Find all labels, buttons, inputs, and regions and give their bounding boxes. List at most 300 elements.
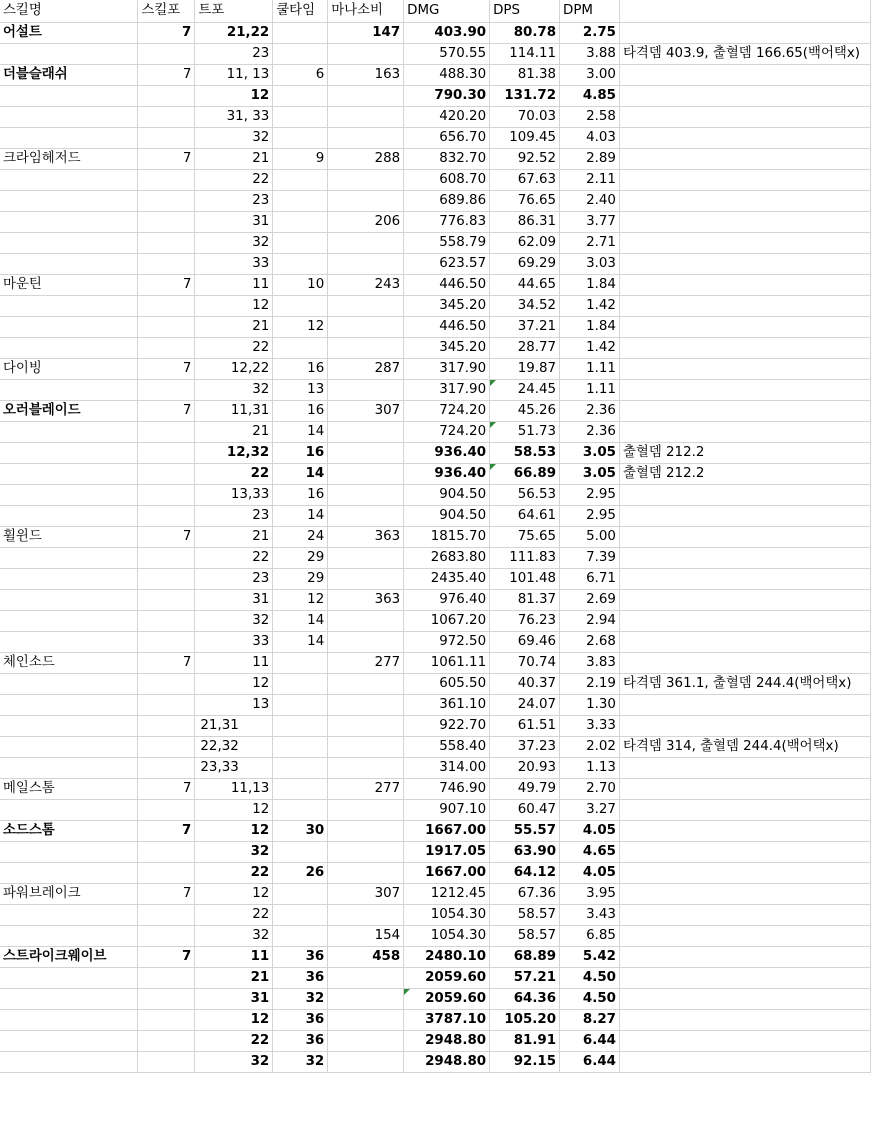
cell-skill-point[interactable] [138,295,195,316]
cell-dpm[interactable]: 2.89 [560,148,620,169]
cell-dmg[interactable]: 936.40 [404,463,490,484]
cell-dps[interactable]: 64.61 [490,505,560,526]
cell-dpm[interactable]: 6.85 [560,925,620,946]
cell-dps[interactable]: 86.31 [490,211,560,232]
cell-mana-cost[interactable]: 458 [328,946,404,967]
cell-tripod[interactable]: 31 [195,589,273,610]
cell-skill-point[interactable] [138,190,195,211]
cell-dpm[interactable]: 1.42 [560,337,620,358]
cell-dps[interactable]: 105.20 [490,1009,560,1030]
cell-skill-point[interactable]: 7 [138,148,195,169]
cell-dmg[interactable]: 1061.11 [404,652,490,673]
cell-dpm[interactable]: 4.05 [560,820,620,841]
cell-note[interactable] [619,1030,870,1051]
cell-dpm[interactable]: 2.36 [560,421,620,442]
cell-dpm[interactable]: 4.65 [560,841,620,862]
cell-note[interactable] [619,799,870,820]
cell-cooldown[interactable] [273,85,328,106]
cell-dpm[interactable]: 2.68 [560,631,620,652]
cell-cooldown[interactable]: 32 [273,1051,328,1072]
cell-dps[interactable]: 81.91 [490,1030,560,1051]
cell-dps[interactable]: 20.93 [490,757,560,778]
cell-dmg[interactable]: 724.20 [404,421,490,442]
cell-mana-cost[interactable] [328,421,404,442]
cell-tripod[interactable]: 22 [195,337,273,358]
cell-skill-name[interactable] [0,106,138,127]
cell-skill-name[interactable] [0,169,138,190]
header-cell-skill-point[interactable]: 스킬포 [138,0,195,22]
cell-dmg[interactable]: 904.50 [404,505,490,526]
cell-mana-cost[interactable] [328,757,404,778]
cell-dmg[interactable]: 2948.80 [404,1030,490,1051]
cell-skill-name[interactable] [0,694,138,715]
cell-mana-cost[interactable] [328,1051,404,1072]
cell-dpm[interactable]: 1.11 [560,379,620,400]
cell-dps[interactable]: 40.37 [490,673,560,694]
cell-note[interactable] [619,64,870,85]
cell-dps[interactable]: 58.57 [490,904,560,925]
cell-dpm[interactable]: 2.11 [560,169,620,190]
cell-skill-name[interactable] [0,463,138,484]
cell-skill-point[interactable] [138,127,195,148]
cell-tripod[interactable]: 22 [195,904,273,925]
cell-dps[interactable]: 101.48 [490,568,560,589]
cell-cooldown[interactable]: 14 [273,421,328,442]
cell-dmg[interactable]: 976.40 [404,589,490,610]
cell-note[interactable] [619,820,870,841]
cell-dps[interactable]: 67.63 [490,169,560,190]
cell-dps[interactable]: 81.38 [490,64,560,85]
cell-note[interactable]: 출혈뎀 212.2 [619,442,870,463]
cell-dpm[interactable]: 6.44 [560,1051,620,1072]
cell-dmg[interactable]: 558.40 [404,736,490,757]
cell-dmg[interactable]: 345.20 [404,337,490,358]
cell-note[interactable] [619,589,870,610]
cell-dpm[interactable]: 2.19 [560,673,620,694]
cell-skill-name[interactable] [0,442,138,463]
cell-mana-cost[interactable] [328,631,404,652]
cell-note[interactable] [619,190,870,211]
cell-skill-point[interactable]: 7 [138,22,195,43]
cell-dmg[interactable]: 605.50 [404,673,490,694]
cell-note[interactable] [619,568,870,589]
cell-skill-name[interactable] [0,589,138,610]
cell-skill-point[interactable]: 7 [138,400,195,421]
cell-cooldown[interactable]: 14 [273,505,328,526]
cell-dmg[interactable]: 317.90 [404,379,490,400]
cell-skill-name[interactable] [0,421,138,442]
cell-note[interactable]: 타격뎀 314, 출혈뎀 244.4(백어택x) [619,736,870,757]
cell-dpm[interactable]: 7.39 [560,547,620,568]
cell-skill-point[interactable] [138,337,195,358]
cell-dpm[interactable]: 8.27 [560,1009,620,1030]
cell-note[interactable] [619,400,870,421]
cell-skill-point[interactable] [138,589,195,610]
cell-mana-cost[interactable] [328,862,404,883]
cell-skill-point[interactable] [138,316,195,337]
cell-tripod[interactable]: 12 [195,295,273,316]
cell-dmg[interactable]: 904.50 [404,484,490,505]
cell-dps[interactable]: 51.73 [490,421,560,442]
cell-dmg[interactable]: 1067.20 [404,610,490,631]
cell-mana-cost[interactable] [328,673,404,694]
cell-cooldown[interactable]: 14 [273,610,328,631]
cell-dps[interactable]: 75.65 [490,526,560,547]
cell-dmg[interactable]: 936.40 [404,442,490,463]
cell-skill-point[interactable] [138,232,195,253]
cell-dpm[interactable]: 3.95 [560,883,620,904]
cell-mana-cost[interactable]: 163 [328,64,404,85]
cell-dps[interactable]: 131.72 [490,85,560,106]
cell-dmg[interactable]: 2435.40 [404,568,490,589]
cell-dpm[interactable]: 2.40 [560,190,620,211]
cell-dpm[interactable]: 4.03 [560,127,620,148]
cell-note[interactable] [619,694,870,715]
cell-mana-cost[interactable] [328,610,404,631]
cell-mana-cost[interactable]: 288 [328,148,404,169]
cell-dpm[interactable]: 2.36 [560,400,620,421]
cell-skill-name[interactable] [0,1051,138,1072]
cell-skill-name[interactable]: 휠윈드 [0,526,138,547]
cell-dmg[interactable]: 317.90 [404,358,490,379]
cell-skill-point[interactable]: 7 [138,652,195,673]
cell-skill-point[interactable]: 7 [138,274,195,295]
cell-mana-cost[interactable] [328,736,404,757]
cell-dmg[interactable]: 1917.05 [404,841,490,862]
cell-skill-name[interactable] [0,43,138,64]
cell-note[interactable] [619,715,870,736]
cell-skill-point[interactable] [138,757,239,778]
cell-tripod[interactable]: 12 [195,85,273,106]
cell-skill-name[interactable] [0,967,138,988]
cell-skill-point[interactable] [138,421,195,442]
cell-dmg[interactable]: 656.70 [404,127,490,148]
cell-dmg[interactable]: 314.00 [404,757,490,778]
cell-skill-name[interactable] [0,85,138,106]
cell-dps[interactable]: 92.52 [490,148,560,169]
cell-skill-point[interactable] [138,43,195,64]
cell-cooldown[interactable]: 26 [273,862,328,883]
cell-tripod[interactable]: 22 [195,463,273,484]
cell-skill-point[interactable]: 7 [138,778,195,799]
cell-tripod[interactable]: 12 [195,820,273,841]
cell-note[interactable] [619,652,870,673]
cell-skill-name[interactable] [0,232,138,253]
cell-tripod[interactable]: 21 [195,421,273,442]
cell-dps[interactable]: 44.65 [490,274,560,295]
cell-skill-name[interactable] [0,736,138,757]
cell-mana-cost[interactable] [328,505,404,526]
cell-mana-cost[interactable] [328,43,404,64]
cell-cooldown[interactable] [273,127,328,148]
cell-skill-point[interactable]: 7 [138,946,195,967]
cell-mana-cost[interactable] [328,337,404,358]
cell-cooldown[interactable] [273,106,328,127]
cell-tripod[interactable]: 23 [195,190,273,211]
cell-tripod[interactable]: 12,22 [195,358,273,379]
cell-mana-cost[interactable]: 243 [328,274,404,295]
cell-tripod[interactable]: 22 [195,862,273,883]
cell-dps[interactable]: 62.09 [490,232,560,253]
cell-tripod[interactable]: 32 [195,610,273,631]
cell-skill-name[interactable] [0,190,138,211]
header-cell-skill-name[interactable]: 스킬명 [0,0,138,22]
cell-dpm[interactable]: 4.50 [560,967,620,988]
cell-dmg[interactable]: 2059.60 [404,988,490,1009]
cell-skill-point[interactable]: 7 [138,883,195,904]
cell-mana-cost[interactable] [328,106,404,127]
cell-dps[interactable]: 60.47 [490,799,560,820]
cell-dmg[interactable]: 832.70 [404,148,490,169]
cell-tripod[interactable]: 32 [195,925,273,946]
cell-note[interactable] [619,505,870,526]
cell-mana-cost[interactable]: 147 [328,22,404,43]
cell-skill-name[interactable] [0,757,138,778]
cell-mana-cost[interactable] [328,85,404,106]
cell-dmg[interactable]: 1054.30 [404,904,490,925]
cell-note[interactable] [619,946,870,967]
cell-mana-cost[interactable] [328,841,404,862]
cell-dmg[interactable]: 623.57 [404,253,490,274]
cell-skill-name[interactable] [0,610,138,631]
cell-dps[interactable]: 24.45 [490,379,560,400]
cell-dpm[interactable]: 1.84 [560,316,620,337]
cell-note[interactable] [619,337,870,358]
cell-note[interactable] [619,85,870,106]
cell-dps[interactable]: 64.12 [490,862,560,883]
cell-skill-point[interactable] [138,253,195,274]
cell-mana-cost[interactable] [328,253,404,274]
cell-note[interactable] [619,841,870,862]
cell-cooldown[interactable] [273,169,328,190]
cell-skill-name[interactable] [0,316,138,337]
cell-tripod[interactable]: 12,32 [195,442,273,463]
cell-cooldown[interactable]: 36 [273,1030,328,1051]
cell-tripod[interactable]: 21 [195,148,273,169]
cell-mana-cost[interactable]: 154 [328,925,404,946]
cell-dpm[interactable]: 1.13 [560,757,620,778]
cell-note[interactable] [619,232,870,253]
cell-mana-cost[interactable] [328,169,404,190]
cell-dps[interactable]: 28.77 [490,337,560,358]
cell-skill-name[interactable] [0,211,138,232]
cell-skill-name[interactable] [0,925,138,946]
cell-dpm[interactable]: 3.03 [560,253,620,274]
cell-note[interactable] [619,22,870,43]
cell-dps[interactable]: 58.57 [490,925,560,946]
cell-mana-cost[interactable] [328,820,404,841]
cell-tripod[interactable]: 32 [195,1051,273,1072]
header-cell-dps[interactable]: DPS [490,0,560,22]
cell-cooldown[interactable] [273,22,328,43]
cell-mana-cost[interactable] [328,715,404,736]
cell-mana-cost[interactable] [328,295,404,316]
cell-skill-point[interactable] [138,211,195,232]
cell-dmg[interactable]: 2059.60 [404,967,490,988]
cell-skill-name[interactable] [0,631,138,652]
cell-cooldown[interactable]: 29 [273,568,328,589]
cell-dpm[interactable]: 6.44 [560,1030,620,1051]
cell-dmg[interactable]: 972.50 [404,631,490,652]
cell-cooldown[interactable]: 36 [273,1009,328,1030]
cell-dps[interactable]: 34.52 [490,295,560,316]
cell-tripod[interactable]: 23 [195,43,273,64]
cell-skill-point[interactable]: 7 [138,358,195,379]
cell-cooldown[interactable] [273,673,328,694]
cell-mana-cost[interactable]: 307 [328,400,404,421]
cell-note[interactable] [619,274,870,295]
cell-dmg[interactable]: 420.20 [404,106,490,127]
cell-dpm[interactable]: 3.77 [560,211,620,232]
cell-skill-point[interactable] [138,106,195,127]
cell-skill-name[interactable] [0,484,138,505]
cell-tripod[interactable]: 22 [195,1030,273,1051]
cell-skill-name[interactable] [0,337,138,358]
cell-skill-point[interactable] [138,631,195,652]
cell-tripod[interactable]: 11,13 [195,778,273,799]
cell-cooldown[interactable]: 16 [273,400,328,421]
cell-mana-cost[interactable] [328,694,404,715]
cell-dmg[interactable]: 1054.30 [404,925,490,946]
cell-dmg[interactable]: 2480.10 [404,946,490,967]
cell-note[interactable] [619,421,870,442]
cell-cooldown[interactable]: 32 [273,988,328,1009]
cell-dmg[interactable]: 2948.80 [404,1051,490,1072]
cell-skill-name[interactable]: 오러블레이드 [0,400,138,421]
cell-note[interactable] [619,610,870,631]
cell-skill-point[interactable] [138,862,195,883]
cell-tripod[interactable]: 13 [195,694,273,715]
cell-tripod[interactable]: 21 [195,316,273,337]
header-cell-dmg[interactable]: DMG [404,0,490,22]
cell-cooldown[interactable]: 36 [273,967,328,988]
cell-skill-point[interactable]: 7 [138,526,195,547]
cell-dpm[interactable]: 1.11 [560,358,620,379]
cell-tripod[interactable]: 13,33 [195,484,273,505]
cell-dps[interactable]: 45.26 [490,400,560,421]
cell-mana-cost[interactable] [328,988,404,1009]
cell-dmg[interactable]: 345.20 [404,295,490,316]
cell-dmg[interactable]: 361.10 [404,694,490,715]
cell-dps[interactable]: 66.89 [490,463,560,484]
cell-dmg[interactable]: 446.50 [404,274,490,295]
cell-tripod[interactable]: 12 [195,1009,273,1030]
cell-tripod[interactable] [195,715,273,736]
cell-skill-name[interactable] [0,253,138,274]
cell-note[interactable] [619,757,870,778]
cell-cooldown[interactable]: 9 [273,148,328,169]
cell-skill-name[interactable]: 크라임헤저드 [0,148,138,169]
cell-tripod[interactable]: 32 [195,379,273,400]
cell-dps[interactable]: 57.21 [490,967,560,988]
cell-note[interactable] [619,484,870,505]
cell-dpm[interactable]: 3.33 [560,715,620,736]
cell-dmg[interactable]: 776.83 [404,211,490,232]
cell-mana-cost[interactable] [328,463,404,484]
cell-cooldown[interactable] [273,211,328,232]
cell-skill-name[interactable] [0,1030,138,1051]
cell-dps[interactable]: 61.51 [490,715,560,736]
cell-dps[interactable]: 37.21 [490,316,560,337]
cell-dps[interactable]: 19.87 [490,358,560,379]
cell-tripod[interactable]: 21 [195,967,273,988]
cell-mana-cost[interactable] [328,484,404,505]
cell-note[interactable] [619,379,870,400]
cell-skill-name[interactable]: 파워브레이크 [0,883,138,904]
cell-cooldown[interactable] [273,778,328,799]
cell-cooldown[interactable] [273,736,328,757]
cell-cooldown[interactable]: 16 [273,442,328,463]
cell-skill-point[interactable] [138,1051,195,1072]
cell-skill-point[interactable] [138,442,195,463]
cell-tripod[interactable] [195,757,273,778]
cell-cooldown[interactable]: 24 [273,526,328,547]
cell-mana-cost[interactable] [328,190,404,211]
cell-dpm[interactable]: 3.05 [560,442,620,463]
cell-skill-point[interactable] [138,463,195,484]
cell-skill-point[interactable]: 7 [138,64,195,85]
cell-note[interactable] [619,778,870,799]
cell-dmg[interactable]: 488.30 [404,64,490,85]
cell-cooldown[interactable] [273,715,328,736]
cell-skill-name[interactable] [0,799,138,820]
cell-skill-point[interactable] [138,484,195,505]
cell-tripod[interactable]: 31 [195,211,273,232]
cell-dps[interactable]: 70.74 [490,652,560,673]
cell-skill-name[interactable] [0,379,138,400]
cell-skill-name[interactable]: 더블슬래쉬 [0,64,138,85]
cell-tripod[interactable]: 21,22 [195,22,273,43]
cell-dpm[interactable]: 1.84 [560,274,620,295]
cell-skill-point[interactable] [138,925,195,946]
cell-dps[interactable]: 58.53 [490,442,560,463]
cell-skill-name[interactable]: 체인소드 [0,652,138,673]
cell-skill-name[interactable]: 스트라이크웨이브 [0,946,138,967]
cell-cooldown[interactable] [273,757,328,778]
cell-cooldown[interactable]: 16 [273,358,328,379]
cell-dpm[interactable]: 4.05 [560,862,620,883]
cell-dps[interactable]: 92.15 [490,1051,560,1072]
cell-dpm[interactable]: 3.88 [560,43,620,64]
cell-tripod[interactable]: 12 [195,883,273,904]
cell-note[interactable] [619,316,870,337]
cell-dps[interactable]: 64.36 [490,988,560,1009]
cell-note[interactable]: 타격뎀 403.9, 출혈뎀 166.65(백어택x) [619,43,870,64]
cell-skill-point[interactable] [138,841,195,862]
cell-dmg[interactable]: 907.10 [404,799,490,820]
cell-dps[interactable]: 76.23 [490,610,560,631]
cell-note[interactable] [619,127,870,148]
cell-dmg[interactable]: 446.50 [404,316,490,337]
cell-dps[interactable]: 76.65 [490,190,560,211]
cell-mana-cost[interactable] [328,127,404,148]
cell-mana-cost[interactable]: 277 [328,652,404,673]
cell-skill-name[interactable] [0,841,138,862]
cell-note[interactable] [619,526,870,547]
cell-mana-cost[interactable] [328,568,404,589]
cell-dmg[interactable]: 608.70 [404,169,490,190]
cell-cooldown[interactable]: 10 [273,274,328,295]
cell-tripod[interactable]: 21 [195,526,273,547]
cell-note[interactable] [619,631,870,652]
cell-tripod[interactable]: 23 [195,568,273,589]
cell-mana-cost[interactable] [328,967,404,988]
cell-dmg[interactable]: 570.55 [404,43,490,64]
cell-cooldown[interactable] [273,190,328,211]
cell-mana-cost[interactable]: 307 [328,883,404,904]
cell-skill-name[interactable] [0,862,138,883]
cell-mana-cost[interactable] [328,1030,404,1051]
